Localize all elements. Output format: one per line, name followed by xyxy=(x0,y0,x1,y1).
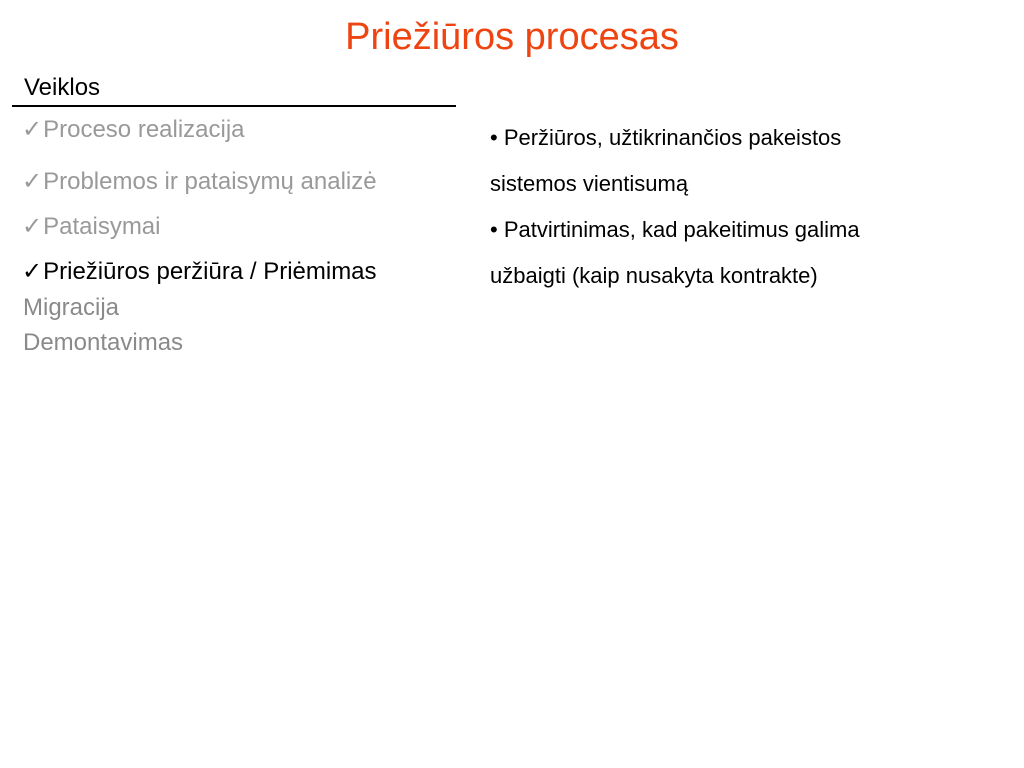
activity-label: Problemos ir pataisymų analizė xyxy=(43,168,377,195)
detail-line-3: • Patvirtinimas, kad pakeitimus galima xyxy=(490,217,860,242)
activity-label: Priežiūros peržiūra / Priėmimas xyxy=(43,258,377,285)
activity-label: Proceso realizacija xyxy=(43,116,245,143)
checkmark-icon: ✓ xyxy=(22,168,43,195)
detail-line-4: užbaigti (kaip nusakyta kontrakte) xyxy=(490,263,818,288)
activity-item-problemos-analize xyxy=(22,167,377,197)
activities-heading: Veiklos xyxy=(24,74,101,101)
checkmark-icon: ✓ xyxy=(22,213,43,240)
activity-label: Migracija xyxy=(23,294,120,321)
checkmark-icon: ✓ xyxy=(22,258,43,285)
activity-item-pataisymai xyxy=(22,212,160,242)
activity-label: Pataisymai xyxy=(43,213,161,240)
activity-item-prieziuros-perziura xyxy=(22,257,377,287)
activity-item-proceso-realizacija xyxy=(22,115,245,145)
checkmark-icon: ✓ xyxy=(22,116,43,143)
detail-line-1: • Peržiūros, užtikrinančios pakeistos xyxy=(490,125,842,150)
activity-label: Demontavimas xyxy=(23,329,184,356)
detail-line-2: sistemos vientisumą xyxy=(490,171,689,196)
activity-item-demontavimas xyxy=(23,328,183,358)
heading-underline xyxy=(12,105,456,107)
slide-title: Priežiūros procesas xyxy=(345,16,679,58)
activity-item-migracija xyxy=(23,293,119,323)
